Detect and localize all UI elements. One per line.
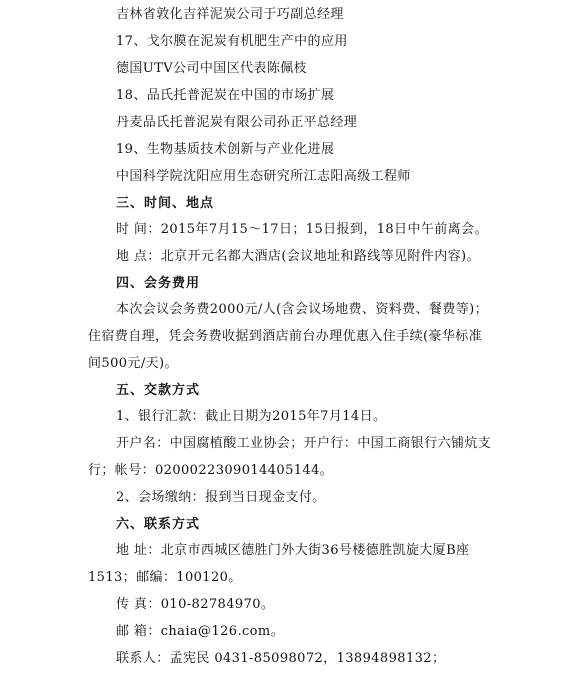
meeting-place: 地 点：北京开元名都大酒店(会议地址和路线等见附件内容)。 xyxy=(116,249,480,264)
section-6-heading: 六、联系方式 xyxy=(116,517,201,532)
speaker-17-title: 17、戈尔膜在泥炭有机肥生产中的应用 xyxy=(116,34,348,49)
onsite-payment: 2、会场缴纳：报到当日现金支付。 xyxy=(116,490,326,505)
fee-line-3: 间500元/天)。 xyxy=(88,356,178,371)
account-line-2: 行；帐号：0200022309014405144。 xyxy=(88,463,334,478)
section-5-heading: 五、交款方式 xyxy=(116,383,201,398)
meeting-time: 时 间：2015年7月15～17日；15日报到，18日中午前离会。 xyxy=(116,222,488,237)
bank-transfer: 1、银行汇款：截止日期为2015年7月14日。 xyxy=(116,409,387,424)
speaker-18-affiliation: 丹麦品氏托普泥炭有限公司孙正平总经理 xyxy=(116,115,358,130)
fee-line-1: 本次会议会务费2000元/人(含会议场地费、资料费、餐费等)； xyxy=(116,302,489,317)
speaker-16-affiliation: 吉林省敦化吉祥泥炭公司于巧副总经理 xyxy=(116,7,344,22)
address-line-1: 地 址：北京市西城区德胜门外大街36号楼德胜凯旋大厦B座 xyxy=(116,543,470,558)
section-4-heading: 四、会务费用 xyxy=(116,276,201,291)
fee-line-2: 住宿费自理，凭会务费收据到酒店前台办理优惠入住手续(豪华标准 xyxy=(88,329,483,344)
contact-person: 联系人：孟宪民 0431-85098072，13894898132； xyxy=(116,651,446,666)
fax-number: 传 真：010-82784970。 xyxy=(116,597,275,612)
section-3-heading: 三、时间、地点 xyxy=(116,196,215,211)
speaker-17-affiliation: 德国UTV公司中国区代表陈佩枝 xyxy=(116,61,308,76)
speaker-18-title: 18、品氏托普泥炭在中国的市场扩展 xyxy=(116,88,335,103)
speaker-19-title: 19、生物基质技术创新与产业化进展 xyxy=(116,142,335,157)
email-address: 邮 箱：chaia@126.com。 xyxy=(116,624,285,639)
account-line-1: 开户名：中国腐植酸工业协会；开户行：中国工商银行六铺炕支 xyxy=(116,436,492,451)
address-line-2: 1513；邮编：100120。 xyxy=(88,570,242,585)
speaker-19-affiliation: 中国科学院沈阳应用生态研究所江志阳高级工程师 xyxy=(116,169,411,184)
